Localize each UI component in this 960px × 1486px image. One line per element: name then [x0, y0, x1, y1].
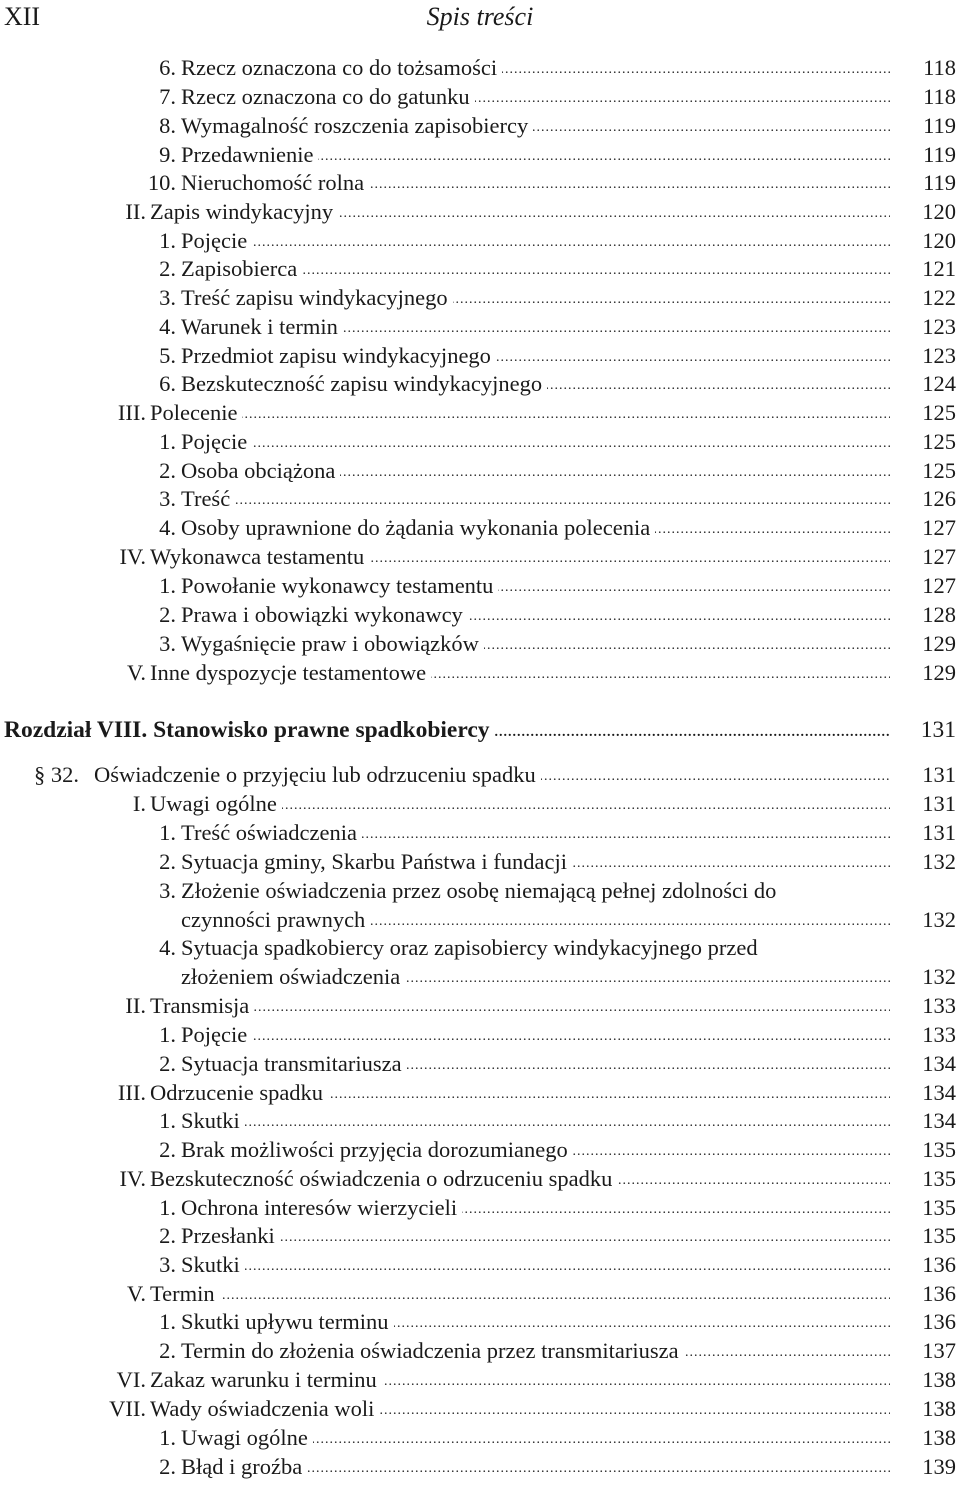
- entry-page-number: 136: [922, 1252, 956, 1277]
- entry-page-number: 125: [922, 429, 956, 454]
- entry-page-number: 131: [920, 717, 956, 743]
- entry-page-number: 138: [922, 1367, 956, 1392]
- entry-title: Sytuacja gminy, Skarbu Państwa i fundacji: [181, 849, 572, 874]
- toc-entry: [0, 1423, 960, 1452]
- entry-page-number: 135: [922, 1223, 956, 1248]
- entry-number: 9.: [159, 142, 176, 167]
- entry-number: 1.: [159, 820, 176, 845]
- toc-entry: [0, 168, 960, 197]
- toc-entry: [0, 312, 960, 341]
- entry-page-number: 136: [922, 1309, 956, 1334]
- entry-page-number: 128: [922, 602, 956, 627]
- toc-entry: [0, 1452, 960, 1481]
- entry-title: Bezskuteczność oświadczenia o odrzuceniu spadku: [150, 1166, 617, 1191]
- entry-title: Odrzucenie spadku: [150, 1080, 328, 1105]
- entry-title: Pojęcie: [181, 1022, 252, 1047]
- entry-number: 3.: [159, 878, 176, 903]
- entry-number: V.: [127, 1281, 146, 1306]
- entry-title: Wygaśnięcie praw i obowiązków: [181, 631, 484, 656]
- toc-entry: [0, 1365, 960, 1394]
- entry-page-number: 118: [923, 55, 956, 80]
- entry-number: 1.: [159, 429, 176, 454]
- entry-title: Uwagi ogólne: [150, 791, 282, 816]
- toc-entry: [0, 600, 960, 629]
- entry-page-number: 120: [922, 228, 956, 253]
- entry-number: 1.: [159, 1425, 176, 1450]
- entry-number: 2.: [159, 849, 176, 874]
- page-number: XII: [4, 2, 41, 31]
- entry-number: 1.: [159, 228, 176, 253]
- entry-number: V.: [127, 660, 146, 685]
- entry-page-number: 124: [922, 371, 956, 396]
- entry-number: IV.: [119, 1166, 146, 1191]
- entry-title: Warunek i termin: [181, 314, 343, 339]
- toc-entry: [0, 991, 960, 1020]
- entry-title: Złożenie oświadczenia przez osobę niemającą pełnej zdolności do: [181, 878, 781, 903]
- toc-entry: [0, 1078, 960, 1107]
- entry-title: Wady oświadczenia woli: [150, 1396, 379, 1421]
- toc-entry: [0, 513, 960, 542]
- entry-page-number: 127: [922, 544, 956, 569]
- toc-entry: [0, 1221, 960, 1250]
- entry-number: 3.: [159, 486, 176, 511]
- toc-entry: [0, 1250, 960, 1279]
- entry-number: 3.: [159, 1252, 176, 1277]
- toc-entry: [0, 456, 960, 485]
- entry-number: 1.: [159, 1022, 176, 1047]
- entry-number: 1.: [159, 573, 176, 598]
- entry-page-number: 127: [922, 573, 956, 598]
- entry-page-number: 134: [922, 1108, 956, 1133]
- entry-page-number: 136: [922, 1281, 956, 1306]
- toc-entry: [0, 933, 960, 962]
- toc-entry: [0, 254, 960, 283]
- entry-number: 4.: [159, 515, 176, 540]
- entry-title: Rzecz oznaczona co do gatunku: [181, 84, 475, 109]
- entry-title: Polecenie: [150, 400, 242, 425]
- running-title: Spis treści: [426, 2, 534, 31]
- entry-page-number: 126: [922, 486, 956, 511]
- entry-number: 2.: [159, 602, 176, 627]
- entry-number: § 32.: [34, 762, 79, 787]
- entry-number: 2.: [159, 1137, 176, 1162]
- entry-title: Przedawnienie: [181, 142, 318, 167]
- entry-page-number: 129: [922, 660, 956, 685]
- toc-entry: [0, 1307, 960, 1336]
- entry-title: Sytuacja spadkobiercy oraz zapisobiercy windykacyjnego przed: [181, 935, 763, 960]
- entry-page-number: 135: [922, 1166, 956, 1191]
- entry-page-number: 134: [922, 1080, 956, 1105]
- entry-page-number: 131: [922, 791, 956, 816]
- entry-title: Pojęcie: [181, 228, 252, 253]
- toc-entry: [0, 53, 960, 82]
- entry-title: złożeniem oświadczenia: [181, 964, 405, 989]
- entry-page-number: 132: [922, 964, 956, 989]
- toc-entry: [0, 1394, 960, 1423]
- entry-title: Przesłanki: [181, 1223, 280, 1248]
- entry-number: III.: [117, 1080, 146, 1105]
- toc-entry: [0, 197, 960, 226]
- entry-page-number: 129: [922, 631, 956, 656]
- toc-entry: [0, 1164, 960, 1193]
- entry-title: czynności prawnych: [181, 907, 370, 932]
- entry-number: 4.: [159, 314, 176, 339]
- toc-entry: [0, 140, 960, 169]
- entry-title: Skutki upływu terminu: [181, 1309, 394, 1334]
- entry-page-number: 132: [922, 849, 956, 874]
- toc-entry: [0, 876, 960, 905]
- entry-page-number: 138: [922, 1425, 956, 1450]
- entry-number: VI.: [116, 1367, 146, 1392]
- toc-entry: [0, 962, 960, 991]
- toc-entry: [0, 1020, 960, 1049]
- entry-page-number: 133: [922, 993, 956, 1018]
- entry-title: Błąd i groźba: [181, 1454, 307, 1479]
- entry-number: 7.: [159, 84, 176, 109]
- entry-page-number: 131: [922, 820, 956, 845]
- entry-number: II.: [125, 199, 146, 224]
- entry-title: Nieruchomość rolna: [181, 170, 369, 195]
- entry-page-number: 123: [922, 343, 956, 368]
- toc-entry: [0, 1193, 960, 1222]
- toc-entry: [0, 398, 960, 427]
- entry-number: VII.: [109, 1396, 146, 1421]
- chapter-heading: [0, 716, 960, 745]
- entry-number: 2.: [159, 1454, 176, 1479]
- toc-entry: [0, 341, 960, 370]
- entry-page-number: 121: [922, 256, 956, 281]
- toc-entry: [0, 629, 960, 658]
- entry-number: II.: [125, 993, 146, 1018]
- entry-title: Inne dyspozycje testamentowe: [150, 660, 431, 685]
- entry-number: III.: [117, 400, 146, 425]
- entry-title: Prawa i obowiązki wykonawcy: [181, 602, 468, 627]
- entry-number: 10.: [147, 170, 176, 195]
- entry-page-number: 122: [922, 285, 956, 310]
- entry-number: 2.: [159, 1338, 176, 1363]
- entry-number: 1.: [159, 1309, 176, 1334]
- toc-entry: [0, 226, 960, 255]
- toc-entry: [0, 789, 960, 818]
- entry-page-number: 133: [922, 1022, 956, 1047]
- entry-number: 2.: [159, 458, 176, 483]
- entry-number: 2.: [159, 1051, 176, 1076]
- entry-title: Transmisja: [150, 993, 254, 1018]
- entry-title: Treść zapisu windykacyjnego: [181, 285, 453, 310]
- toc-entry: [0, 818, 960, 847]
- entry-page-number: 135: [922, 1137, 956, 1162]
- entry-title: Termin do złożenia oświadczenia przez transmitariusza: [181, 1338, 684, 1363]
- entry-title: Wykonawca testamentu: [150, 544, 369, 569]
- entry-title: Bezskuteczność zapisu windykacyjnego: [181, 371, 547, 396]
- toc-entry: [0, 369, 960, 398]
- entry-number: IV.: [119, 544, 146, 569]
- entry-page-number: 118: [923, 84, 956, 109]
- toc-entry: [0, 1279, 960, 1308]
- entry-title: Przedmiot zapisu windykacyjnego: [181, 343, 496, 368]
- entry-page-number: 119: [923, 142, 956, 167]
- toc-entry: [0, 1106, 960, 1135]
- entry-page-number: 123: [922, 314, 956, 339]
- entry-title: Rozdział VIII. Stanowisko prawne spadkobiercy: [4, 717, 495, 743]
- entry-title: Brak możliwości przyjęcia dorozumianego: [181, 1137, 573, 1162]
- entry-number: 8.: [159, 113, 176, 138]
- entry-number: 2.: [159, 1223, 176, 1248]
- toc-entry: [0, 571, 960, 600]
- toc-entry: [0, 847, 960, 876]
- toc-entry: [0, 905, 960, 934]
- entry-title: Termin: [150, 1281, 220, 1306]
- entry-page-number: 119: [923, 113, 956, 138]
- page-header: [0, 0, 960, 34]
- toc-entry: [0, 484, 960, 513]
- entry-title: Osoba obciążona: [181, 458, 340, 483]
- toc-entry: [0, 760, 960, 789]
- entry-page-number: 120: [922, 199, 956, 224]
- entry-page-number: 137: [922, 1338, 956, 1363]
- entry-title: Skutki: [181, 1108, 245, 1133]
- entry-number: 3.: [159, 285, 176, 310]
- toc-entry: [0, 1336, 960, 1365]
- entry-title: Skutki: [181, 1252, 245, 1277]
- entry-page-number: 134: [922, 1051, 956, 1076]
- entry-title: Ochrona interesów wierzycieli: [181, 1195, 462, 1220]
- entry-title: Osoby uprawnione do żądania wykonania polecenia: [181, 515, 655, 540]
- toc-entry: [0, 427, 960, 456]
- entry-page-number: 119: [923, 170, 956, 195]
- toc-entry: [0, 1135, 960, 1164]
- entry-number: 3.: [159, 631, 176, 656]
- entry-page-number: 125: [922, 400, 956, 425]
- toc-entry: [0, 542, 960, 571]
- toc-entry: [0, 111, 960, 140]
- entry-page-number: 131: [922, 762, 956, 787]
- entry-page-number: 132: [922, 907, 956, 932]
- entry-title: Zapisobierca: [181, 256, 302, 281]
- entry-number: 2.: [159, 256, 176, 281]
- entry-number: 1.: [159, 1108, 176, 1133]
- entry-title: Wymagalność roszczenia zapisobiercy: [181, 113, 533, 138]
- entry-page-number: 135: [922, 1195, 956, 1220]
- toc-entry: [0, 283, 960, 312]
- entry-title: Sytuacja transmitariusza: [181, 1051, 407, 1076]
- entry-title: Treść: [181, 486, 235, 511]
- entry-page-number: 139: [922, 1454, 956, 1479]
- entry-title: Powołanie wykonawcy testamentu: [181, 573, 498, 598]
- entry-title: Zakaz warunku i terminu: [150, 1367, 382, 1392]
- entry-number: 1.: [159, 1195, 176, 1220]
- entry-number: 4.: [159, 935, 176, 960]
- entry-number: 6.: [159, 55, 176, 80]
- entry-title: Rzecz oznaczona co do tożsamości: [181, 55, 502, 80]
- entry-title: Treść oświadczenia: [181, 820, 362, 845]
- entry-title: Zapis windykacyjny: [150, 199, 338, 224]
- entry-title: Pojęcie: [181, 429, 252, 454]
- entry-page-number: 125: [922, 458, 956, 483]
- entry-page-number: 127: [922, 515, 956, 540]
- entry-number: 6.: [159, 371, 176, 396]
- entry-number: 5.: [159, 343, 176, 368]
- toc-entry: [0, 1049, 960, 1078]
- entry-number: I.: [132, 791, 146, 816]
- entry-page-number: 138: [922, 1396, 956, 1421]
- toc-entry: [0, 658, 960, 687]
- entry-title: Oświadczenie o przyjęciu lub odrzuceniu spadku: [94, 762, 541, 787]
- entry-title: Uwagi ogólne: [181, 1425, 313, 1450]
- toc-entry: [0, 82, 960, 111]
